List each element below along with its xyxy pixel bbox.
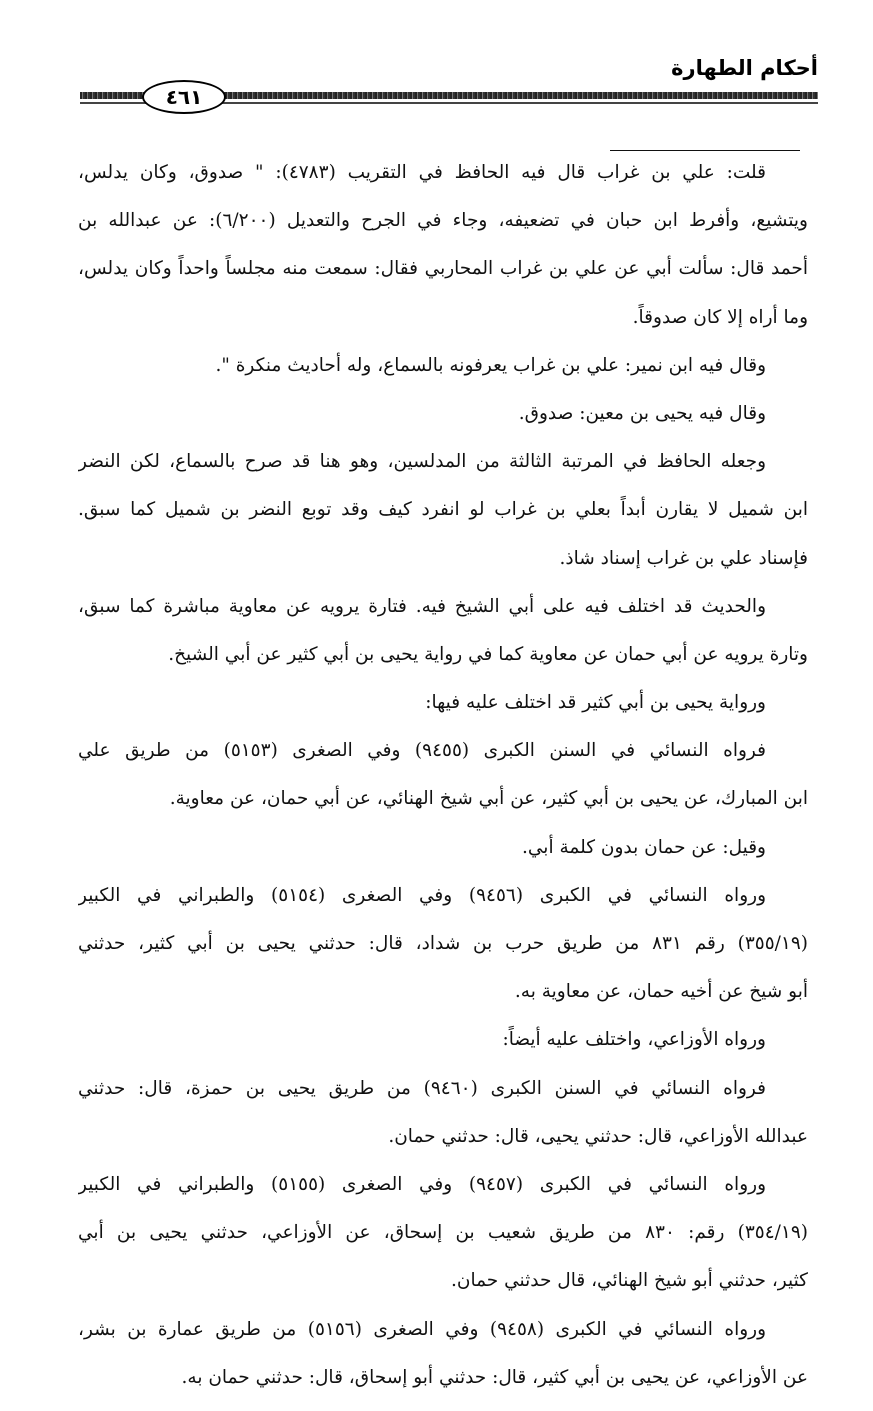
text-line: وقيل: عن حمان بدون كلمة أبي.: [522, 836, 766, 858]
text-line: فرواه النسائي في السنن الكبرى (٩٤٦٠) من طريق يحيى بن حمزة، قال: حدثني: [78, 1077, 766, 1099]
text-line: فإسناد علي بن غراب إسناد شاذ.: [559, 547, 808, 569]
text-line: (٣٥٤/١٩) رقم: ٨٣٠ من طريق شعيب بن إسحاق، عن الأوزاعي، حدثني يحيى بن أبي: [78, 1222, 808, 1244]
text-line: ابن شميل لا يقارن أبداً بعلي بن غراب لو انفرد كيف وقد توبع النضر بن شميل كما سبق.: [78, 499, 808, 521]
text-line: ورواه النسائي في الكبرى (٩٤٥٧) وفي الصغرى (٥١٥٥) والطبراني في الكبير: [78, 1173, 767, 1195]
text-line: فرواه النسائي في السنن الكبرى (٩٤٥٥) وفي الصغرى (٥١٥٣) من طريق علي: [78, 740, 766, 762]
text-line: ابن المبارك، عن يحيى بن أبي كثير، عن أبي شيخ الهنائي، عن أبي حمان، عن معاوية.: [169, 788, 808, 810]
text-line: وما أراه إلا كان صدوقاً.: [632, 306, 808, 328]
running-title: أحكام الطهارة: [671, 56, 818, 80]
text-line: (٣٥٥/١٩) رقم ٨٣١ من طريق حرب بن شداد، قال: حدثني يحيى بن أبي كثير، حدثني: [78, 933, 808, 954]
text-line: ورواه الأوزاعي، واختلف عليه أيضاً:: [502, 1029, 766, 1051]
text-line: عن الأوزاعي، عن يحيى بن أبي كثير، قال: حدثني أبو إسحاق، قال: حدثني حمان به.: [181, 1366, 808, 1388]
text-line: ورواه النسائي في الكبرى (٩٤٥٦) وفي الصغرى (٥١٥٤) والطبراني في الكبير: [78, 884, 767, 906]
text-line: وتارة يرويه عن أبي حمان عن معاوية كما في رواية يحيى بن أبي كثير عن أبي الشيخ.: [168, 643, 808, 665]
text-line: والحديث قد اختلف فيه على أبي الشيخ فيه. فتارة يرويه عن معاوية مباشرة كما سبق،: [78, 595, 766, 617]
text-line: قلت: علي بن غراب قال فيه الحافظ في التقريب (٤٧٨٣): " صدوق، وكان يدلس،: [78, 162, 766, 183]
text-line: أبو شيخ عن أخيه حمان، عن معاوية به.: [514, 981, 808, 1003]
text-line: وجعله الحافظ في المرتبة الثالثة من المدلسين، وهو هنا قد صرح بالسماع، لكن النضر: [78, 451, 766, 473]
text-line: وقال فيه يحيى بن معين: صدوق.: [518, 402, 766, 424]
text-line: ويتشيع، وأفرط ابن حبان في تضعيفه، وجاء في الجرح والتعديل (٦/٢٠٠): عن عبدالله بن: [78, 210, 808, 232]
text-line: كثير، حدثني أبو شيخ الهنائي، قال حدثني حمان.: [450, 1270, 808, 1292]
text-line: عبدالله الأوزاعي، قال: حدثني يحيى، قال: حدثني حمان.: [388, 1125, 808, 1147]
text-line: وقال فيه ابن نمير: علي بن غراب يعرفونه بالسماع، وله أحاديث منكرة ".: [215, 354, 766, 376]
page-header: [80, 56, 818, 116]
body-text: [78, 158, 808, 1411]
text-line: ورواية يحيى بن أبي كثير قد اختلف عليه فيها:: [425, 692, 766, 714]
text-line: ورواه النسائي في الكبرى (٩٤٥٨) وفي الصغرى (٥١٥٦) من طريق عمارة بن بشر،: [78, 1318, 767, 1340]
section-divider: [610, 150, 800, 151]
page-number: ٤٦١: [142, 80, 226, 114]
text-line: أحمد قال: سألت أبي عن علي بن غراب المحاربي فقال: سمعت منه مجلساً واحداً وكان يدلس،: [78, 258, 808, 280]
